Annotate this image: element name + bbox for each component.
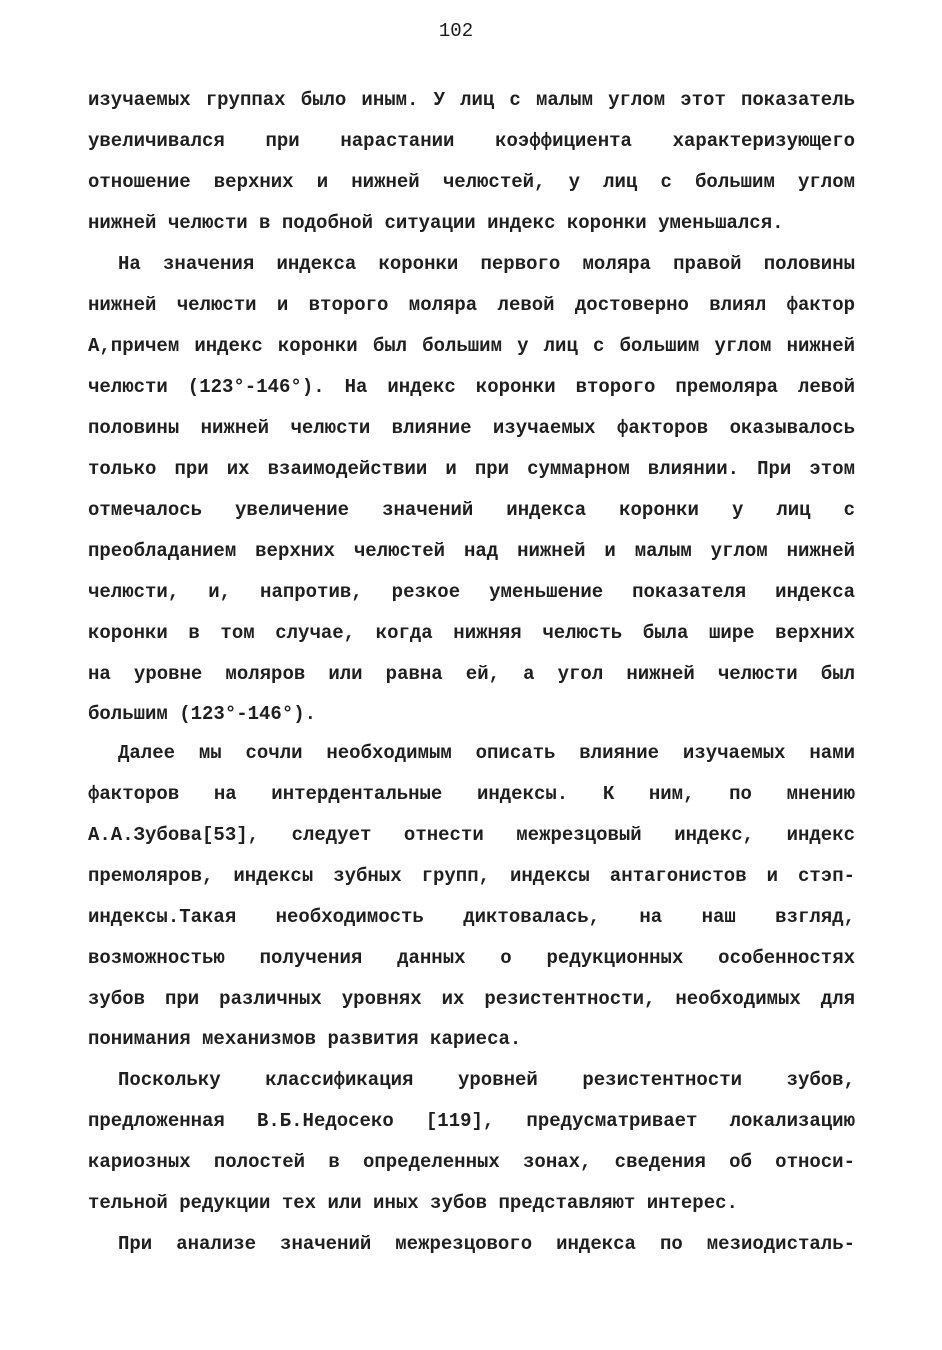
text-line: половины нижней челюсти влияние изучаемых факторов оказывалось	[88, 417, 855, 439]
text-line: зубов при различных уровнях их резистентности, необходимых для	[88, 988, 855, 1010]
text-line: нижней челюсти в подобной ситуации индекс коронки уменьшался.	[88, 212, 784, 234]
text-line: На значения индекса коронки первого моляра правой половины	[118, 253, 855, 275]
text-line: коронки в том случае, когда нижняя челюсть была шире верхних	[88, 622, 855, 644]
text-line: увеличивался при нарастании коэффициента характеризующего	[88, 130, 855, 152]
text-line: отмечалось увеличение значений индекса коронки у лиц с	[88, 499, 855, 521]
text-line: нижней челюсти и второго моляра левой достоверно влиял фактор	[88, 294, 855, 316]
text-line: тельной редукции тех или иных зубов представляют интерес.	[88, 1192, 738, 1214]
text-line: изучаемых группах было иным. У лиц с малым углом этот показатель	[88, 89, 855, 111]
text-line: кариозных полостей в определенных зонах, сведения об относи-	[88, 1151, 855, 1173]
page-number: 102	[438, 20, 474, 42]
text-line: предложенная В.Б.Недосеко [119], предусматривает локализацию	[88, 1110, 855, 1132]
text-line: только при их взаимодействии и при суммарном влиянии. При этом	[88, 458, 855, 480]
text-line: Далее мы сочли необходимым описать влияние изучаемых нами	[118, 742, 855, 764]
text-line: отношение верхних и нижней челюстей, у лиц с большим углом	[88, 171, 855, 193]
text-line: понимания механизмов развития кариеса.	[88, 1028, 522, 1050]
text-line: Поскольку классификация уровней резистентности зубов,	[118, 1069, 855, 1091]
text-line: факторов на интердентальные индексы. К ним, по мнению	[88, 783, 855, 805]
text-line: премоляров, индексы зубных групп, индексы антагонистов и стэп-	[88, 865, 855, 887]
text-line: челюсти, и, напротив, резкое уменьшение показателя индекса	[88, 581, 855, 603]
text-line: на уровне моляров или равна ей, а угол нижней челюсти был	[88, 663, 855, 685]
text-line: А,причем индекс коронки был большим у лиц с большим углом нижней	[88, 335, 855, 357]
text-line: При анализе значений межрезцового индекса по мезиодисталь-	[118, 1233, 855, 1255]
text-line: возможностью получения данных о редукционных особенностях	[88, 947, 855, 969]
text-line: индексы.Такая необходимость диктовалась, на наш взгляд,	[88, 906, 855, 928]
text-line: преобладанием верхних челюстей над нижней и малым углом нижней	[88, 540, 855, 562]
text-line: челюсти (123°-146°). На индекс коронки второго премоляра левой	[88, 376, 855, 398]
text-line: А.А.Зубова[53], следует отнести межрезцовый индекс, индекс	[88, 824, 855, 846]
text-line: большим (123°-146°).	[88, 703, 317, 725]
